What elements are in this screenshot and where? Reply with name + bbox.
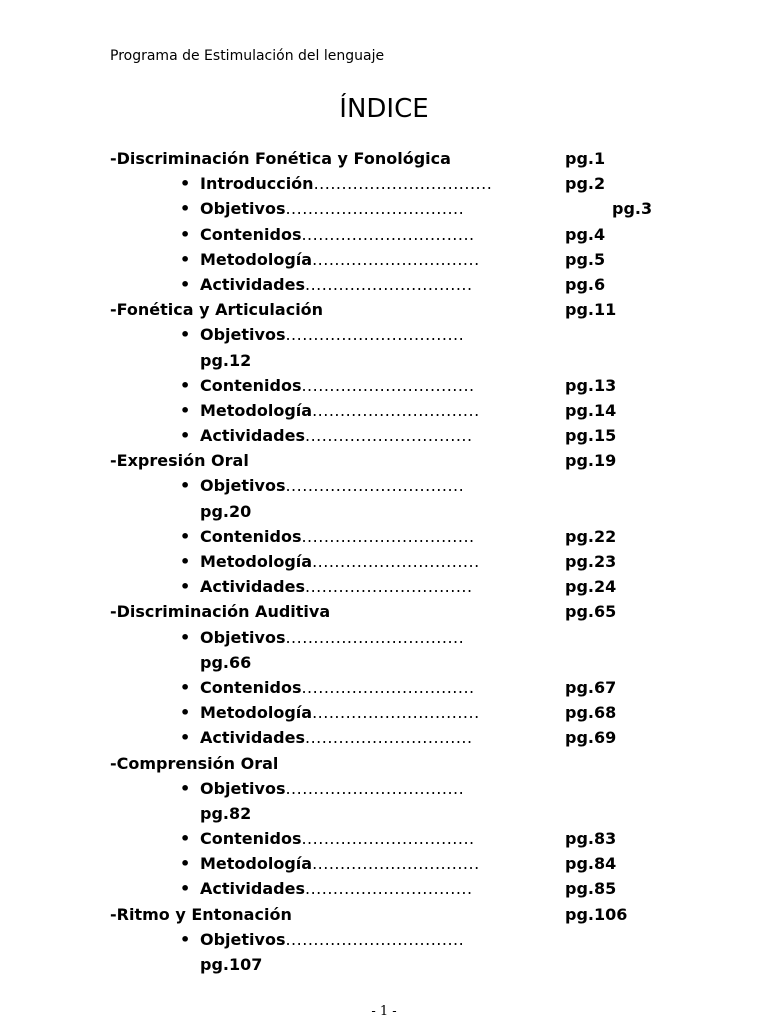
toc-item-line[interactable] [0, 675, 768, 700]
toc-item-line[interactable] [0, 851, 768, 876]
bullet-icon: • [180, 174, 191, 194]
toc-item-text: Metodología [200, 703, 313, 723]
dot-leader: ............................... [301, 224, 475, 244]
dot-leader: ................................ [313, 174, 493, 194]
toc-page-ref: pg.83 [565, 829, 617, 849]
toc-item-text: Actividades [200, 274, 305, 294]
toc-item-text: Actividades [200, 728, 305, 748]
toc-page-ref: pg.5 [565, 249, 606, 269]
toc-item-label [200, 776, 464, 801]
toc-item-label [200, 423, 473, 448]
toc-item-label [200, 574, 473, 599]
toc-item-text: Metodología [200, 552, 313, 571]
toc-item-line[interactable] [0, 549, 768, 574]
toc-section-line[interactable] [0, 902, 768, 927]
toc-item-label [200, 851, 480, 876]
running-header: Programa de Estimulación del lenguaje [110, 48, 385, 64]
toc-item-label [200, 700, 480, 725]
toc-page-ref: pg.84 [565, 854, 617, 874]
dot-leader: ............................... [301, 375, 475, 395]
toc-item-label [200, 171, 492, 196]
toc-page-ref: pg.68 [565, 703, 617, 723]
toc-item-line[interactable] [0, 373, 768, 398]
toc-item-line[interactable] [0, 574, 768, 599]
toc-item-line[interactable] [0, 196, 768, 221]
bullet-icon: • [180, 426, 191, 446]
toc-item-label [200, 549, 480, 574]
toc-page-ref: pg.19 [565, 451, 617, 471]
toc-item-line[interactable] [0, 473, 768, 498]
dot-leader: .............................. [305, 879, 473, 899]
toc-page-ref: pg.66 [200, 652, 252, 672]
toc-item-line[interactable] [0, 625, 768, 650]
toc-page-ref: pg.85 [565, 879, 617, 899]
toc-item-label [200, 322, 464, 347]
bullet-icon: • [180, 929, 191, 949]
toc-page-ref: pg.1 [565, 149, 606, 168]
toc-item-text: Contenidos [200, 526, 302, 546]
toc-page-ref: pg.65 [565, 602, 617, 622]
bullet-icon: • [180, 526, 191, 546]
toc-item-line[interactable] [0, 776, 768, 801]
dot-leader: ................................ [285, 199, 465, 219]
toc-item-line[interactable] [0, 171, 768, 196]
toc-page-ref: pg.22 [565, 526, 617, 546]
bullet-icon: • [180, 224, 191, 244]
toc-item-text: Contenidos [200, 829, 302, 849]
dot-leader: .............................. [305, 728, 473, 748]
toc-item-label [200, 473, 464, 498]
dot-leader: .............................. [305, 274, 473, 294]
dot-leader: ............................... [301, 829, 475, 849]
table-of-contents [0, 146, 768, 977]
toc-item-text: Objetivos [200, 476, 286, 496]
dot-leader: ................................ [285, 778, 465, 798]
dot-leader: ............................... [301, 526, 475, 546]
toc-section-title: -Fonética y Articulación [110, 300, 324, 320]
toc-item-wrap-line [0, 952, 768, 977]
bullet-icon: • [180, 249, 191, 269]
toc-item-label [200, 373, 475, 398]
toc-item-text: Introducción [200, 174, 314, 194]
toc-item-text: Contenidos [200, 677, 302, 697]
toc-section-line[interactable] [0, 146, 768, 171]
page-number-footer: - 1 - [371, 1004, 397, 1019]
dot-leader: ................................ [285, 325, 465, 345]
toc-section-line[interactable] [0, 297, 768, 322]
toc-item-label [200, 927, 464, 952]
toc-item-wrap-line [0, 499, 768, 524]
toc-section-title: -Comprensión Oral [110, 753, 279, 773]
dot-leader: .............................. [305, 426, 473, 446]
toc-item-line[interactable] [0, 927, 768, 952]
toc-page-ref: pg.82 [200, 803, 252, 823]
toc-item-line[interactable] [0, 826, 768, 851]
dot-leader: ............................... [301, 677, 475, 697]
toc-item-line[interactable] [0, 272, 768, 297]
bullet-icon: • [180, 703, 191, 723]
toc-section-line[interactable] [0, 448, 768, 473]
toc-item-label [200, 272, 473, 297]
toc-item-text: Contenidos [200, 224, 302, 244]
toc-item-label [200, 222, 475, 247]
toc-item-text: Objetivos [200, 929, 286, 949]
toc-page-ref: pg.23 [565, 552, 617, 571]
dot-leader: .............................. [312, 400, 480, 420]
toc-page-ref: pg.106 [565, 904, 628, 924]
toc-page-ref: pg.69 [565, 728, 617, 748]
toc-item-label [200, 725, 473, 750]
toc-item-line[interactable] [0, 700, 768, 725]
bullet-icon: • [180, 375, 191, 395]
toc-section-title: -Discriminación Auditiva [110, 602, 331, 622]
toc-page-ref: pg.107 [200, 955, 263, 974]
toc-item-line[interactable] [0, 524, 768, 549]
toc-item-label [200, 675, 475, 700]
toc-item-text: Contenidos [200, 375, 302, 395]
dot-leader: .............................. [312, 552, 480, 571]
bullet-icon: • [180, 677, 191, 697]
toc-item-text: Metodología [200, 400, 313, 420]
toc-section-title: -Discriminación Fonética y Fonológica [110, 149, 451, 168]
toc-section-title: -Expresión Oral [110, 451, 249, 471]
toc-section-title: -Ritmo y Entonación [110, 904, 292, 924]
bullet-icon: • [180, 199, 191, 219]
bullet-icon: • [180, 476, 191, 496]
dot-leader: ................................ [285, 929, 465, 949]
toc-item-wrap-line [0, 801, 768, 826]
toc-item-line[interactable] [0, 322, 768, 347]
bullet-icon: • [180, 627, 191, 647]
bullet-icon: • [180, 552, 191, 571]
bullet-icon: • [180, 879, 191, 899]
dot-leader: ................................ [285, 627, 465, 647]
toc-item-line[interactable] [0, 876, 768, 901]
toc-item-text: Actividades [200, 879, 305, 899]
toc-page-ref: pg.67 [565, 677, 617, 697]
toc-page-ref: pg.6 [565, 274, 606, 294]
toc-item-text: Metodología [200, 249, 313, 269]
toc-page-ref: pg.3 [612, 199, 653, 219]
toc-item-line[interactable] [0, 222, 768, 247]
dot-leader: .............................. [312, 249, 480, 269]
toc-page-ref: pg.24 [565, 577, 617, 597]
toc-item-label [200, 247, 480, 272]
page-title: ÍNDICE [339, 94, 429, 124]
toc-item-line[interactable] [0, 398, 768, 423]
toc-page-ref: pg.13 [565, 375, 617, 395]
toc-item-label [200, 196, 464, 221]
toc-item-wrap-line [0, 348, 768, 373]
toc-item-label [200, 398, 480, 423]
toc-item-text: Objetivos [200, 199, 286, 219]
toc-item-text: Objetivos [200, 627, 286, 647]
bullet-icon: • [180, 325, 191, 345]
toc-item-wrap-line [0, 650, 768, 675]
bullet-icon: • [180, 778, 191, 798]
toc-item-label [200, 826, 475, 851]
toc-item-text: Objetivos [200, 778, 286, 798]
toc-item-label [200, 876, 473, 901]
bullet-icon: • [180, 728, 191, 748]
toc-page-ref: pg.4 [565, 224, 606, 244]
toc-item-text: Actividades [200, 577, 305, 597]
toc-item-line[interactable] [0, 725, 768, 750]
bullet-icon: • [180, 854, 191, 874]
toc-item-text: Objetivos [200, 325, 286, 345]
toc-section-line[interactable] [0, 751, 768, 776]
toc-item-text: Metodología [200, 854, 313, 874]
bullet-icon: • [180, 577, 191, 597]
toc-item-text: Actividades [200, 426, 305, 446]
dot-leader: .............................. [312, 854, 480, 874]
toc-item-line[interactable] [0, 247, 768, 272]
bullet-icon: • [180, 400, 191, 420]
toc-page-ref: pg.12 [200, 350, 252, 370]
toc-page-ref: pg.2 [565, 174, 606, 194]
dot-leader: ................................ [285, 476, 465, 496]
toc-page-ref: pg.11 [565, 300, 617, 320]
toc-page-ref: pg.14 [565, 400, 617, 420]
toc-item-label [200, 524, 475, 549]
toc-item-label [200, 625, 464, 650]
toc-page-ref: pg.20 [200, 501, 252, 521]
toc-page-ref: pg.15 [565, 426, 617, 446]
dot-leader: .............................. [305, 577, 473, 597]
toc-item-line[interactable] [0, 423, 768, 448]
dot-leader: .............................. [312, 703, 480, 723]
bullet-icon: • [180, 829, 191, 849]
toc-section-line[interactable] [0, 599, 768, 624]
bullet-icon: • [180, 274, 191, 294]
